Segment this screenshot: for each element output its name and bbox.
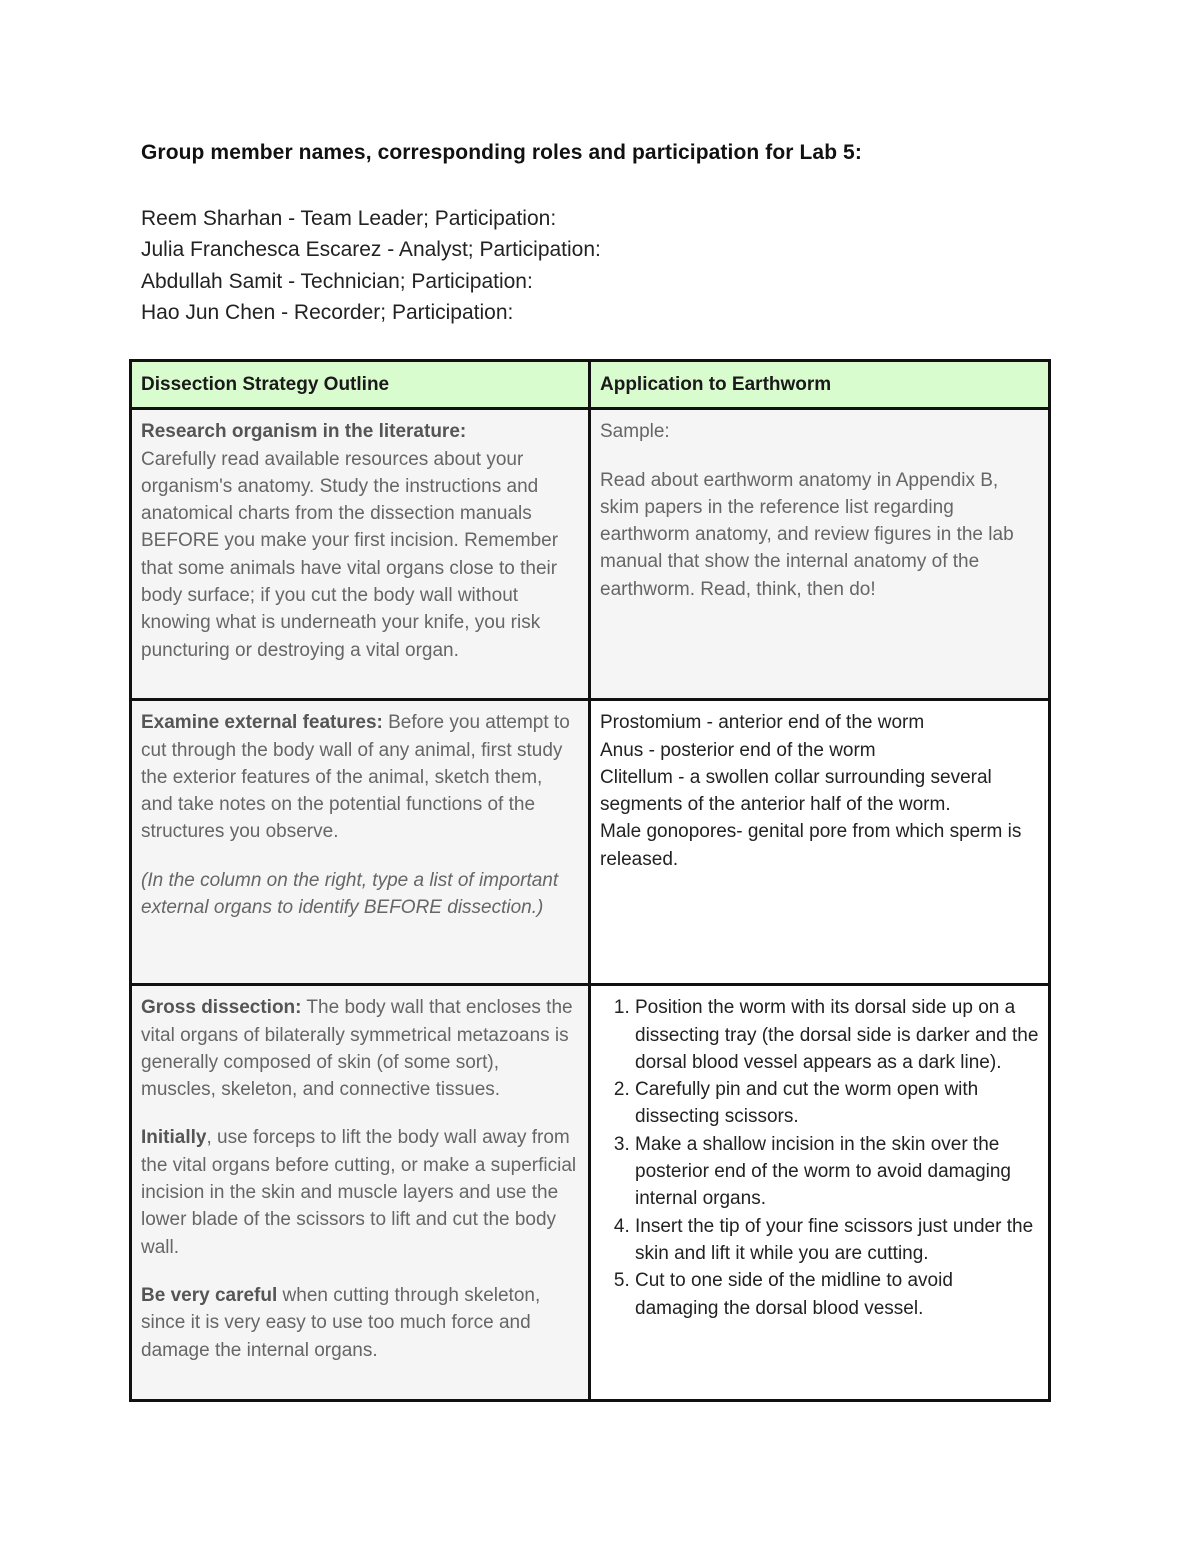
external-note: (In the column on the right, type a list of important external organs to identify BEFORE dissection.) [141, 869, 559, 919]
careful-text [141, 1282, 579, 1364]
member-item: Julia Franchesca Escarez - Analyst; Participation: [141, 238, 601, 262]
feature-item: Prostomium - anterior end of the worm [600, 712, 925, 734]
gross-dissection-cell [131, 985, 590, 1401]
research-title: Research organism in the literature: [141, 421, 467, 443]
table-header-row [131, 361, 1050, 409]
member-item: Reem Sharhan - Team Leader; Participation: [141, 207, 557, 230]
external-features-cell [131, 700, 590, 985]
sample-label: Sample: [600, 421, 670, 443]
step-item: 3. Make a shallow incision in the skin over the posterior end of the worm to avoid damaging internal organs. [635, 1131, 1039, 1213]
initially-body: , use forceps to lift the body wall away from the vital organs before cutting, or make a superficial incision in the skin and muscle layers and use the lower blade of the scissors to lift and cut the body wall. [141, 1127, 577, 1258]
external-text [141, 709, 579, 845]
careful-body: when cutting through skeleton, since it is very easy to use too much force and damage the internal organs. [141, 1284, 541, 1361]
external-body: Before you attempt to cut through the body wall of any animal, first study the exterior features of the animal, sketch them, and take notes on the potential functions of the structures you observe. [141, 712, 570, 843]
step-item: 5. Cut to one side of the midline to avoid damaging the dorsal blood vessel. [635, 1267, 1039, 1322]
research-text [141, 418, 579, 664]
gross-text [141, 994, 579, 1103]
feature-item: Anus - posterior end of the worm [600, 739, 876, 761]
member-item: Hao Jun Chen - Recorder; Participation: [141, 300, 514, 324]
gross-body: The body wall that encloses the vital organs of bilaterally symmetrical metazoans is generally composed of skin (of some sort), muscles, skeleton, and connective tissues. [141, 997, 573, 1101]
dissection-strategy-table [129, 359, 1051, 1402]
external-organs-cell [590, 700, 1050, 985]
research-cell [131, 409, 590, 700]
external-title: Examine external features: [141, 712, 383, 734]
careful-bold: Be very careful [141, 1284, 278, 1306]
step-item: 2. Carefully pin and cut the worm open with dissecting scissors. [635, 1076, 1039, 1131]
initially-bold: Initially [141, 1127, 207, 1149]
feature-item: Male gonopores- genital pore from which sperm is released. [600, 821, 1022, 870]
table-row [131, 700, 1050, 985]
page-heading: Group member names, corresponding roles and participation for Lab 5: [141, 141, 862, 164]
member-item: Abdullah Samit - Technician; Participation: [141, 269, 533, 293]
step-item: 4. Insert the tip of your fine scissors just under the skin and lift it while you are cutting. [635, 1213, 1039, 1268]
gross-title: Gross dissection: [141, 997, 302, 1019]
header-application-earthworm: Application to Earthworm [590, 361, 1050, 409]
member-list [141, 203, 601, 328]
header-strategy-outline: Dissection Strategy Outline [131, 361, 590, 409]
feature-item: Clitellum - a swollen collar surrounding several segments of the anterior half of the worm. [600, 766, 992, 816]
sample-text: Read about earthworm anatomy in Appendix B, skim papers in the reference list regarding earthworm anatomy, and review figures in the lab manual that show the internal anatomy of the earthworm. Read, think, then do! [600, 469, 1014, 600]
dissection-steps-list [600, 994, 1039, 1322]
step-item: 1. Position the worm with its dorsal side up on a dissecting tray (the dorsal side is darker and the dorsal blood vessel appears as a dark line). [635, 994, 1039, 1076]
initially-text [141, 1124, 579, 1260]
table-row [131, 409, 1050, 700]
research-body: Carefully read available resources about your organism's anatomy. Study the instructions and anatomical charts from the dissection manuals BEFORE you make your first incision. Remember that some animals have vital organs close to their body surface; if you cut the body wall without knowing what is underneath your knife, you risk puncturing or destroying a vital organ. [141, 448, 559, 661]
dissection-steps-cell [590, 985, 1050, 1401]
sample-cell [590, 409, 1050, 700]
table-row [131, 985, 1050, 1401]
